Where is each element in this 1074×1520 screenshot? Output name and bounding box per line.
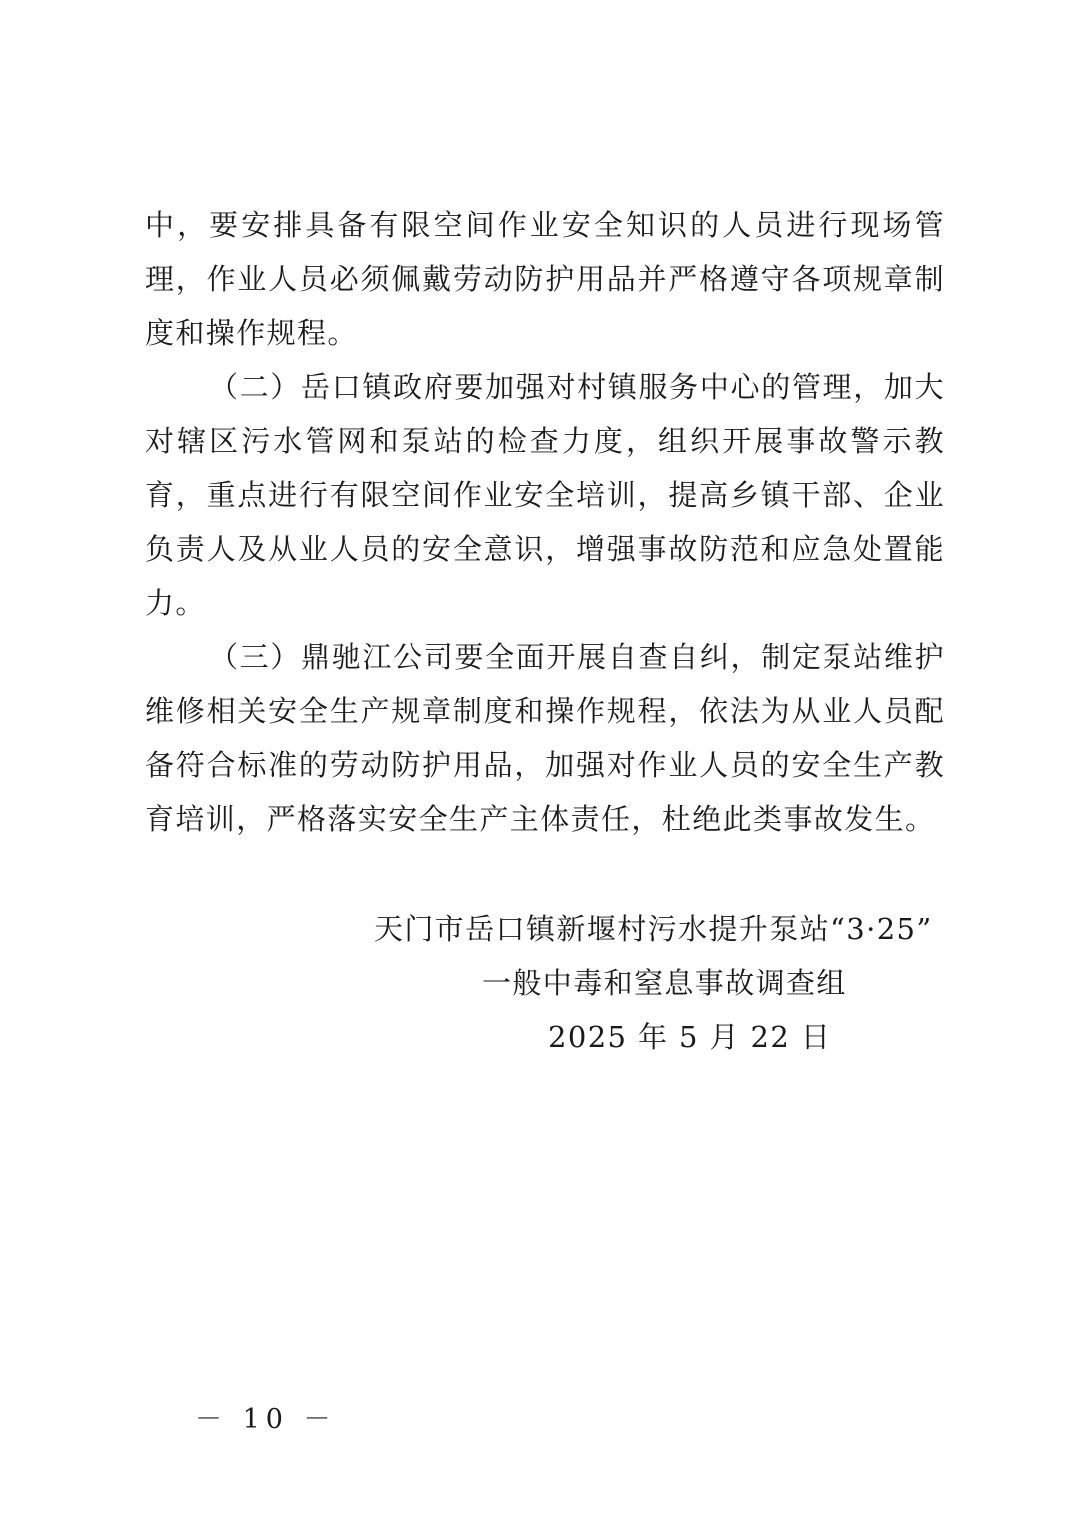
paragraph-continuation: 中，要安排具备有限空间作业安全知识的人员进行现场管理，作业人员必须佩戴劳动防护用品并严格遵守各项规章制度和操作规程。 (145, 208, 945, 350)
signature-organization-line-1: 天门市岳口镇新堰村污水提升泵站“3·25” (374, 912, 933, 946)
signature-organization-line-2: 一般中毒和窒息事故调查组 (482, 966, 847, 1000)
signature-date: 2025 年 5 月 22 日 (548, 1020, 832, 1054)
page-number: － 10 － (195, 1404, 337, 1435)
paragraph-item-3: （三）鼎驰江公司要全面开展自查自纠，制定泵站维护维修相关安全生产规章制度和操作规程，依法为从业人员配备符合标准的劳动防护用品，加强对作业人员的安全生产教育培训，严格落实安全生产主体责任，杜绝此类事故发生。 (145, 640, 945, 836)
paragraph-item-2: （二）岳口镇政府要加强对村镇服务中心的管理，加大对辖区污水管网和泵站的检查力度，组织开展事故警示教育，重点进行有限空间作业安全培训，提高乡镇干部、企业负责人及从业人员的安全意识，增强事故防范和应急处置能力。 (145, 370, 945, 620)
document-body (145, 198, 945, 846)
